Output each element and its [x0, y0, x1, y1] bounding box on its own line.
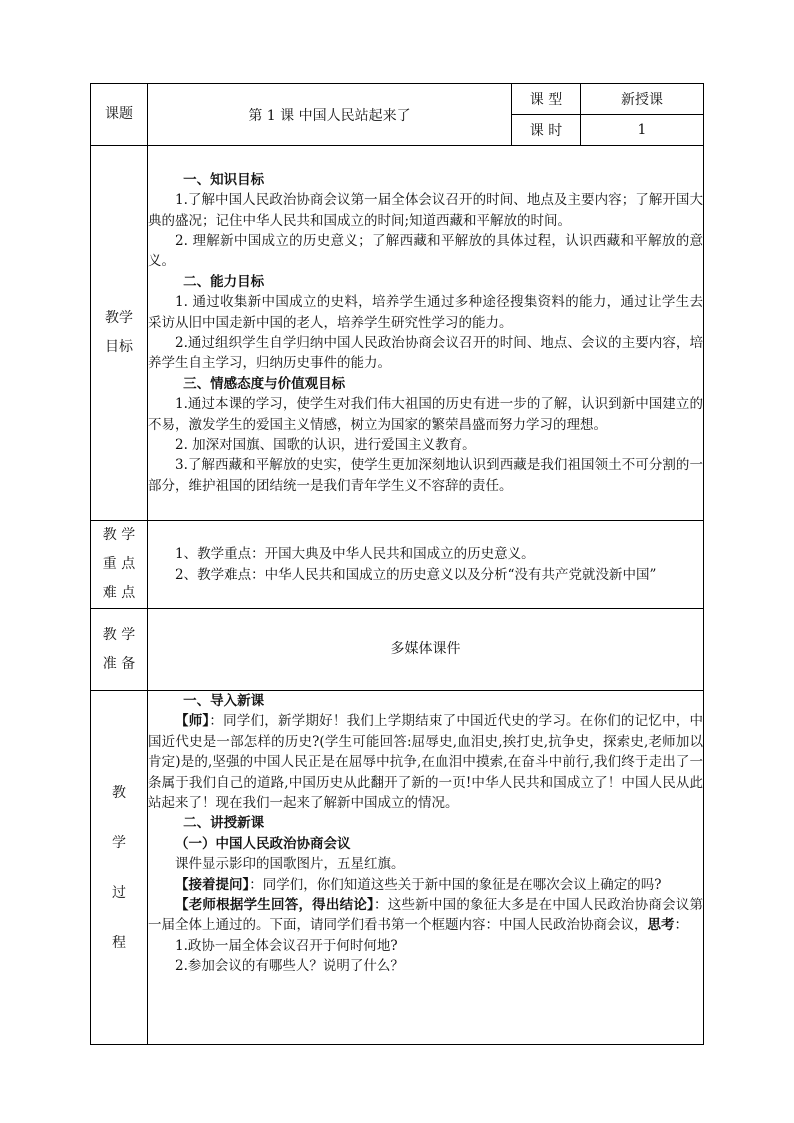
question-1: 1.政协一届全体会议召开于何时何地?	[175, 937, 398, 954]
new-lesson-heading: 二、讲授新课	[183, 815, 265, 832]
hours-label: 课 时	[512, 115, 581, 146]
teacher-paragraph	[148, 711, 703, 813]
focus-label: 教 学 重 点 难 点	[91, 521, 148, 609]
focus-content	[148, 521, 704, 609]
knowledge-heading: 一、知识目标	[183, 171, 265, 188]
knowledge-item-2: 2. 理解新中国成立的历史意义；了解西藏和平解放的具体过程，认识西藏和平解放的意义。	[148, 232, 703, 270]
intro-heading: 一、导入新课	[183, 693, 265, 709]
think-colon: ：	[674, 917, 688, 934]
ability-item-1: 1. 通过收集新中国成立的史料，培养学生通过多种途径搜集资料的能力，通过让学生去采访从旧中国走新中国的老人，培养学生研究性学习的能力。	[148, 294, 703, 331]
ability-heading: 二、能力目标	[183, 273, 265, 290]
lesson-title: 第 1 课 中国人民站起来了	[148, 84, 512, 146]
ask-text: ：同学们，你们知道这些关于新中国的象征是在哪次会议上确定的吗?	[249, 876, 662, 893]
ability-item-2: 2.通过组织学生自学归纳中国人民政治协商会议召开的时间、地点、会议的主要内容，培养学生自主学习，归纳历史事件的能力。	[148, 335, 703, 372]
think-tag: 思考	[647, 917, 675, 934]
subject-label: 课题	[91, 84, 148, 146]
sub-heading: （一）中国人民政治协商会议	[175, 835, 351, 852]
difficulty: 2、教学难点：中华人民共和国成立的历史意义以及分析“没有共产党就没新中国”	[175, 566, 657, 583]
question-2: 2.参加会议的有哪些人？说明了什么？	[175, 958, 404, 975]
prep-content: 多媒体课件	[148, 609, 704, 691]
hours-value: 1	[581, 115, 704, 146]
ask-tag: 【接着提问】	[175, 876, 250, 893]
type-value: 新授课	[581, 84, 704, 115]
key-point: 1、教学重点：开国大典及中华人民共和国成立的历史意义。	[175, 546, 535, 563]
goals-content	[148, 146, 704, 521]
conclude-paragraph	[148, 895, 703, 936]
emotion-item-1: 1.通过本课的学习，使学生对我们伟大祖国的历史有进一步的了解，认识到新中国建立的不易，激发学生的爱国主义情感，树立为国家的繁荣昌盛而努力学习的理想。	[148, 396, 703, 433]
conclude-tag: 【老师根据学生回答，得出结论】	[175, 897, 375, 914]
emotion-heading: 三、情感态度与价值观目标	[183, 375, 346, 392]
conclude-text: ：这些新中国的象征大多是在中国人民政治协商会议第一届全体上通过的。下面，请同学们看书第一个框题内容：中国人民政治协商会议，	[148, 897, 704, 934]
teacher-text: ：同学们，新学期好！我们上学期结束了中国近代史的学习。在你们的记忆中，中国近代史是一部怎样的历史?(学生可能回答:屈辱史,血泪史,挨打史,抗争史，探索史,老师加以肯定)是的,坚强的中国人民正是在屈辱中抗争,在血泪中摸索,在奋斗中前行,我们终于走出了一条属于我们自己的道路,中国历史从此翻开了新的一页!中华人民共和国成立了！中国人民从此站起来了！现在我们一起来了解新中国成立的情况。	[148, 713, 704, 812]
lesson-plan-table	[90, 83, 704, 1045]
ask-paragraph	[148, 875, 703, 895]
emotion-item-3: 3.了解西藏和平解放的史实，使学生更加深刻地认识到西藏是我们祖国领土不可分割的一部分，维护祖国的团结统一是我们青年学生义不容辞的责任。	[148, 457, 703, 494]
knowledge-item-1: 1.了解中国人民政治协商会议第一届全体会议召开的时间、地点及主要内容；了解开国大典的盛况；记住中华人民共和国成立的时间;知道西藏和平解放的时间。	[148, 192, 703, 229]
emotion-item-2: 2. 加深对国旗、国歌的认识，进行爱国主义教育。	[175, 437, 476, 454]
prep-label: 教 学 准 备	[91, 609, 148, 691]
process-label: 教 学 过 程	[91, 691, 148, 1045]
type-label: 课 型	[512, 84, 581, 115]
process-content	[148, 691, 704, 1045]
teacher-tag: 【师】	[175, 713, 210, 730]
courseware-line: 课件显示影印的国歌图片，五星红旗。	[175, 856, 405, 873]
goals-label: 教学 目标	[91, 146, 148, 521]
